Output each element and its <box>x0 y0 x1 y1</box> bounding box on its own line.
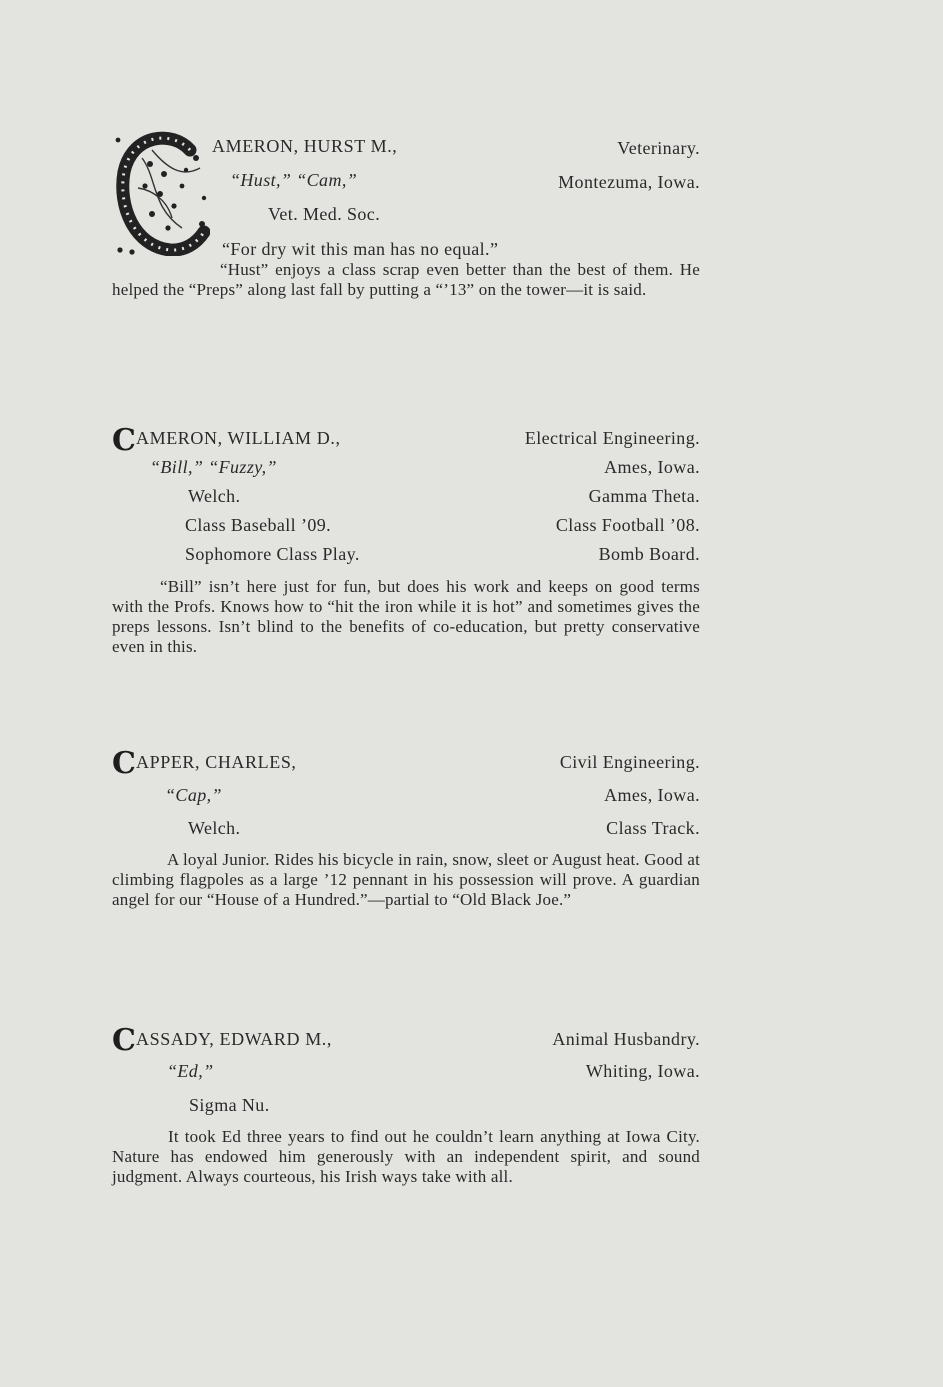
student-name: AMERON, WILLIAM D., <box>136 428 341 448</box>
course: Animal Husbandry. <box>552 1029 700 1049</box>
student-name: AMERON, HURST M., <box>212 136 398 156</box>
course: Electrical Engineering. <box>524 428 700 448</box>
description: A loyal Junior. Rides his bicycle in rain, snow, sleet or August heat. Good at climbing flagpoles as a large ’12 pennant in his possession will prove. A guardian angel for our “House of a Hundred.”—partial to “Old Black Joe.” <box>112 850 700 909</box>
entry-cameron-hurst <box>112 128 700 328</box>
description: “Hust” enjoys a class scrap even better than the best of them. He helped the “Preps” along last fall by putting a “’13” on the tower—it is said. <box>112 260 700 299</box>
course: Civil Engineering. <box>559 752 700 772</box>
entry-cassady-edward <box>112 1019 700 1219</box>
affiliation: Sigma Nu. <box>189 1095 270 1115</box>
activity-right: Class Football ’08. <box>555 515 700 535</box>
hometown: Ames, Iowa. <box>604 457 700 477</box>
nickname: “Cap,” <box>165 785 222 805</box>
description: It took Ed three years to find out he couldn’t learn anything at Iowa City. Nature has endowed him generously with an independent spirit, and sound judgment. Always courteous, his Irish ways take with all. <box>112 1127 700 1186</box>
affiliation-right: Gamma Theta. <box>588 486 700 506</box>
nickname: “Ed,” <box>167 1061 214 1081</box>
nickname: “Hust,” “Cam,” <box>230 170 358 190</box>
hometown: Ames, Iowa. <box>604 785 700 805</box>
hometown: Whiting, Iowa. <box>585 1061 700 1081</box>
activity: Sophomore Class Play. <box>185 544 360 564</box>
description: “Bill” isn’t here just for fun, but does his work and keeps on good terms with the Profs. Knows how to “hit the iron while it is hot” and sometimes gives the preps lessons. Isn’t blind to the benefits of co-education, but pretty conservative even in this. <box>112 577 700 656</box>
affiliation: Welch. <box>188 818 241 838</box>
course: Veterinary. <box>617 138 700 158</box>
affiliation: Welch. <box>188 486 241 506</box>
affiliation: Vet. Med. Soc. <box>268 204 381 224</box>
entry-capper-charles <box>112 742 700 942</box>
activity: Class Baseball ’09. <box>185 515 332 535</box>
hometown: Montezuma, Iowa. <box>558 172 700 192</box>
student-name: ASSADY, EDWARD M., <box>136 1029 332 1049</box>
name-initial: C <box>112 423 136 458</box>
activity-right: Bomb Board. <box>598 544 700 564</box>
quote: “For dry wit this man has no equal.” <box>222 239 499 259</box>
activity-right: Class Track. <box>606 818 700 838</box>
name-initial: C <box>112 746 136 781</box>
student-name: APPER, CHARLES, <box>136 752 297 772</box>
ornamental-initial-c-icon <box>112 128 210 256</box>
name-initial: C <box>112 1023 136 1058</box>
entry-cameron-william <box>112 418 700 668</box>
nickname: “Bill,” “Fuzzy,” <box>150 457 277 477</box>
